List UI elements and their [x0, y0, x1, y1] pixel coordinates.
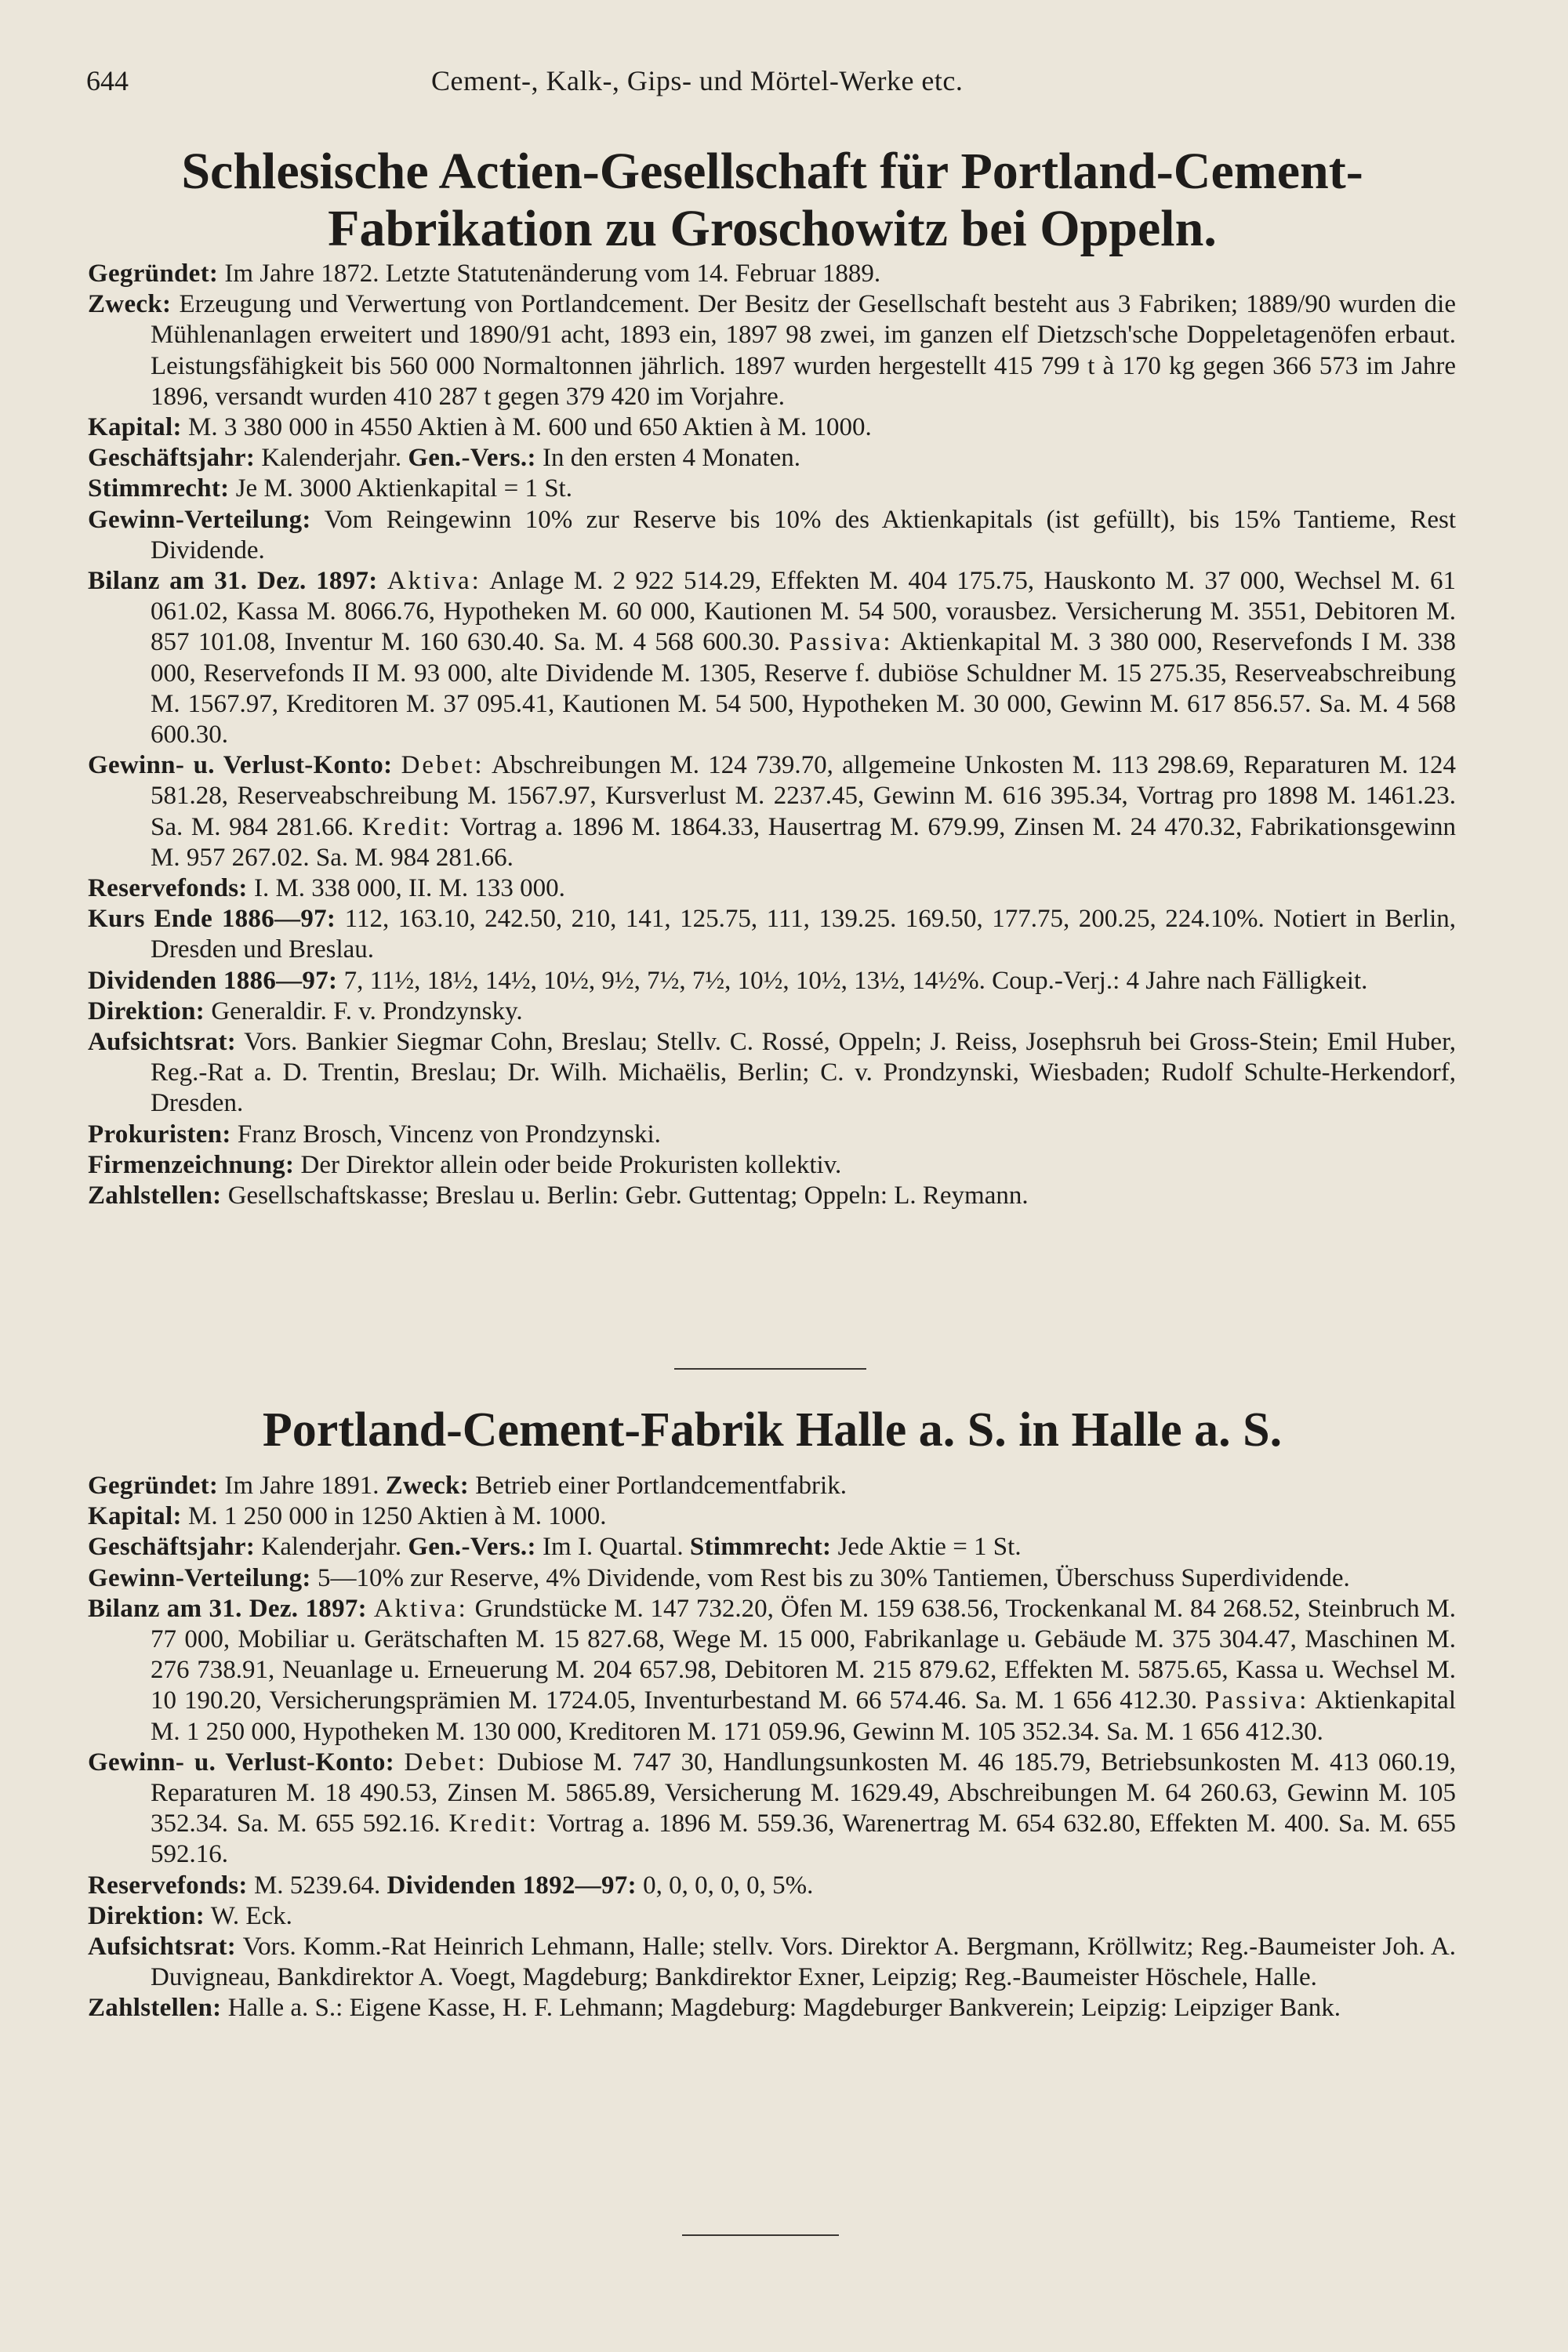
entry-gewinn-verlust [88, 1748, 1456, 1871]
entry-text: W. Eck. [210, 1901, 292, 1930]
entry-text: I. M. 338 000, II. M. 133 000. [253, 874, 565, 903]
company1-title [86, 143, 1458, 257]
entry-text: Generaldir. F. v. Prondzynsky. [211, 996, 523, 1025]
entry-bilanz [88, 1594, 1456, 1748]
entry-label: Aufsichtsrat: [88, 1028, 237, 1057]
entry-label-2: Gen.-Vers.: [408, 444, 536, 473]
entry-label: Stimmrecht: [88, 474, 230, 503]
entry-dividenden [88, 966, 1456, 996]
entry-prokuristen [88, 1120, 1456, 1150]
entry-gegruendet [88, 1471, 1456, 1501]
entry-text: Abschreibungen M. 124 739.70, allgemeine Unkosten M. 113 298.69, Reparaturen M. 124 581.28, Reserveabschreibung M. 1567.97, Kursverlust M. 2237.45, Gewinn M. 616 395.34, Vortrag pro 1898 M. 1461.23. Sa. M. 984 281.66. [151, 751, 1456, 841]
entry-label-2: Dividenden 1892—97: [387, 1871, 637, 1900]
entry-label: Dividenden 1886—97: [88, 966, 338, 995]
entry-label: Direktion: [88, 996, 205, 1025]
entry-label: Gewinn-Verteilung: [88, 1563, 311, 1592]
page-header [86, 64, 1466, 103]
entry-label-2: Gen.-Vers.: [408, 1533, 536, 1562]
entry-text: Je M. 3000 Aktienkapital = 1 St. [235, 474, 572, 503]
entry-geschaeftsjahr [88, 1532, 1456, 1563]
company1-title-line2: Fabrikation zu Groschowitz bei Oppeln. [328, 199, 1217, 257]
entry-text: Der Direktor allein oder beide Prokuristen kollektiv. [300, 1150, 842, 1179]
entry-subhead-passiva: Passiva: [789, 628, 893, 657]
entry-label: Aufsichtsrat: [88, 1933, 237, 1962]
entry-zahlstellen [88, 1181, 1456, 1211]
entry-label: Bilanz am 31. Dez. 1897: [88, 567, 378, 596]
entry-label: Gegründet: [88, 1472, 219, 1500]
entry-text-2: Betrieb einer Portlandcementfabrik. [475, 1472, 847, 1500]
entry-text: 7, 11½, 18½, 14½, 10½, 9½, 7½, 7½, 10½, 10½, 13½, 14½%. Coup.-Verj.: 4 Jahre nach Fälligkeit. [343, 966, 1368, 995]
entry-text: Kalenderjahr. [261, 444, 402, 473]
entry-label: Gewinn- u. Verlust-Konto: [88, 751, 393, 780]
entry-text-3: Jede Aktie = 1 St. [837, 1533, 1022, 1562]
entry-firmenzeichnung [88, 1150, 1456, 1181]
entry-text: Gesellschaftskasse; Breslau u. Berlin: Gebr. Guttentag; Oppeln: L. Reymann. [227, 1181, 1029, 1210]
entry-text: Vors. Komm.-Rat Heinrich Lehmann, Halle; stellv. Vors. Direktor A. Bergmann, Kröllwitz; Reg.-Baumeister Joh. A. Duvigneau, Bankdirektor A. Voegt, Magdeburg; Bankdirektor Exner, Leipzig; Reg.-Baumeister Höschele, Halle. [151, 1933, 1456, 1992]
entry-label: Zweck: [88, 290, 172, 319]
entry-label: Gewinn- u. Verlust-Konto: [88, 1748, 394, 1777]
entry-label: Zahlstellen: [88, 1994, 222, 2023]
entry-zahlstellen [88, 1993, 1456, 2024]
entry-aufsichtsrat [88, 1932, 1456, 1993]
entry-text: M. 3 380 000 in 4550 Aktien à M. 600 und 650 Aktien à M. 1000. [188, 413, 872, 442]
entry-text-2: 0, 0, 0, 0, 0, 5%. [643, 1871, 814, 1900]
entry-subhead-passiva: Passiva: [1205, 1686, 1309, 1715]
entry-text: Dubiose M. 747 30, Handlungsunkosten M. 46 185.79, Betriebsunkosten M. 413 060.19, Reparaturen M. 18 490.53, Zinsen M. 5865.89, Versicherung M. 1629.49, Abschreibungen M. 64 260.63, Gewinn M. 105 352.34. Sa. M. 655 592.16. [151, 1748, 1457, 1838]
entry-kapital [88, 1501, 1456, 1532]
entry-aufsichtsrat [88, 1027, 1456, 1120]
entry-text: M. 5239.64. [253, 1871, 381, 1900]
entry-label: Geschäftsjahr: [88, 1533, 256, 1562]
entry-text: 5—10% zur Reserve, 4% Dividende, vom Rest bis zu 30% Tantiemen, Überschuss Superdividende. [317, 1563, 1350, 1592]
entry-kurs [88, 904, 1456, 965]
entry-stimmrecht [88, 474, 1456, 504]
entry-direktion [88, 996, 1456, 1027]
entry-text: Vors. Bankier Siegmar Cohn, Breslau; Stellv. C. Rossé, Oppeln; J. Reiss, Josephsruh bei Gross-Stein; Emil Huber, Reg.-Rat a. D. Trentin, Breslau; Dr. Wilh. Michaëlis, Berlin; C. v. Prondzynski, Wiesbaden; Rudolf Schulte-Herkendorf, Dresden. [151, 1028, 1456, 1118]
entry-text: Anlage M. 2 922 514.29, Effekten M. 404 175.75, Hauskonto M. 37 000, Wechsel M. 61 061.02, Kassa M. 8066.76, Hypotheken M. 60 000, Kautionen M. 54 500, vorausbez. Versicherung M. 3551, Debitoren M. 857 101.08, Inventur M. 160 630.40. Sa. M. 4 568 600.30. [151, 567, 1457, 657]
entry-label: Gewinn-Verteilung: [88, 505, 311, 534]
entry-label: Kapital: [88, 413, 182, 442]
entry-text-2: Aktienkapital M. 3 380 000, Reservefonds I M. 338 000, Reservefonds II M. 93 000, alte Dividende M. 1305, Reserve f. dubiöse Schuldner M. 15 275.35, Reserveabschreibung M. 1567.97, Kreditoren M. 37 095.41, Kautionen M. 54 500, Hypotheken M. 30 000, Gewinn M. 617 856.57. Sa. M. 4 568 600.30. [151, 628, 1457, 750]
entry-reservefonds [88, 1871, 1456, 1901]
running-title: Cement-, Kalk-, Gips- und Mörtel-Werke etc. [431, 65, 964, 96]
entry-subhead-aktiva: Aktiva: [373, 1594, 468, 1623]
entry-text: Im Jahre 1872. Letzte Statutenänderung vom 14. Februar 1889. [224, 260, 881, 288]
entry-label: Bilanz am 31. Dez. 1897: [88, 1594, 367, 1623]
entry-subhead-debet: Debet: [401, 751, 485, 780]
entry-text-2: Im I. Quartal. [542, 1533, 684, 1562]
page-number: 644 [86, 65, 129, 96]
entry-subhead-kredit: Kredit: [361, 812, 452, 841]
entry-text: Vom Reingewinn 10% zur Reserve bis 10% des Aktienkapitals (ist gefüllt), bis 15% Tantieme, Rest Dividende. [151, 505, 1456, 564]
entry-gewinn-verlust [88, 750, 1456, 873]
entry-label: Gegründet: [88, 260, 219, 288]
entry-label: Direktion: [88, 1901, 205, 1930]
entry-label: Geschäftsjahr: [88, 444, 256, 473]
section-divider [674, 1368, 866, 1370]
section-divider [682, 2234, 839, 2236]
entry-subhead-debet: Debet: [404, 1748, 488, 1777]
entry-text: Kalenderjahr. [261, 1533, 402, 1562]
entry-geschaeftsjahr [88, 443, 1456, 474]
entry-label: Reservefonds: [88, 1871, 248, 1900]
entry-text: Halle a. S.: Eigene Kasse, H. F. Lehmann; Magdeburg: Magdeburger Bankverein; Leipzig: Leipziger Bank. [227, 1994, 1341, 2023]
entry-label: Zahlstellen: [88, 1181, 222, 1210]
entry-text: Franz Brosch, Vincenz von Prondzynski. [237, 1120, 661, 1149]
entry-gegruendet [88, 259, 1456, 289]
entry-reservefonds [88, 873, 1456, 904]
entry-text: Im Jahre 1891. [224, 1472, 379, 1500]
entry-text: Erzeugung und Verwertung von Portlandcement. Der Besitz der Gesellschaft besteht aus 3 Fabriken; 1889/90 wurden die Mühlenanlagen erweitert und 1890/91 acht, 1893 ein, 1897 98 zwei, im ganzen elf Dietzsch'sche Doppeletagenöfen erbaut. Leistungsfähigkeit bis 560 000 Normaltonnen jährlich. 1897 wurden hergestellt 415 799 t à 170 kg gegen 366 573 im Jahre 1896, versandt wurden 410 287 t gegen 379 420 im Vorjahre. [151, 290, 1456, 411]
entry-text-2: Vortrag a. 1896 M. 559.36, Warenertrag M. 654 632.80, Effekten M. 400. Sa. M. 655 592.16. [151, 1809, 1456, 1869]
entry-subhead-aktiva: Aktiva: [387, 567, 481, 596]
entry-bilanz [88, 566, 1456, 750]
company2-title: Portland-Cement-Fabrik Halle a. S. in Halle a. S. [262, 1403, 1283, 1457]
entry-gewinn-verteilung [88, 505, 1456, 566]
entry-label-3: Stimmrecht: [689, 1533, 832, 1562]
entry-label: Kurs Ende 1886—97: [88, 905, 336, 934]
entry-text: M. 1 250 000 in 1250 Aktien à M. 1000. [188, 1502, 607, 1531]
entry-direktion [88, 1901, 1456, 1932]
entry-text-2: Vortrag a. 1896 M. 1864.33, Hausertrag M. 679.99, Zinsen M. 24 470.32, Fabrikationsgewinn M. 957 267.02. Sa. M. 984 281.66. [151, 812, 1457, 872]
company2-entries [88, 1471, 1456, 2024]
company1-title-line1: Schlesische Actien-Gesellschaft für Portland-Cement- [181, 143, 1363, 200]
entry-kapital [88, 412, 1456, 443]
entry-label: Kapital: [88, 1502, 182, 1531]
entry-text: Grundstücke M. 147 732.20, Öfen M. 159 638.56, Trockenkanal M. 84 268.52, Steinbruch M. 77 000, Mobiliar u. Gerätschaften M. 15 827.68, Wege M. 15 000, Fabrikanlage u. Gebäude M. 375 304.47, Maschinen M. 276 738.91, Neuanlage u. Erneuerung M. 204 657.98, Debitoren M. 215 879.62, Effekten M. 5875.65, Kassa u. Wechsel M. 10 190.20, Versicherungsprämien M. 1724.05, Inventurbestand M. 66 574.46. Sa. M. 1 656 412.30. [151, 1594, 1457, 1715]
entry-zweck [88, 289, 1456, 412]
entry-label-2: Zweck: [385, 1472, 469, 1500]
entry-label: Prokuristen: [88, 1120, 231, 1149]
entry-gewinn-verteilung [88, 1563, 1456, 1594]
entry-subhead-kredit: Kredit: [448, 1809, 539, 1838]
entry-text-2: In den ersten 4 Monaten. [542, 444, 800, 473]
entry-label: Reservefonds: [88, 874, 248, 903]
entry-label: Firmenzeichnung: [88, 1150, 295, 1179]
entry-text-2: Aktienkapital M. 1 250 000, Hypotheken M. 130 000, Kreditoren M. 171 059.96, Gewinn M. 105 352.34. Sa. M. 1 656 412.30. [151, 1686, 1456, 1746]
entry-text: 112, 163.10, 242.50, 210, 141, 125.75, 111, 139.25. 169.50, 177.75, 200.25, 224.10%. Notiert in Berlin, Dresden und Breslau. [151, 905, 1457, 964]
company1-entries [88, 259, 1456, 1211]
